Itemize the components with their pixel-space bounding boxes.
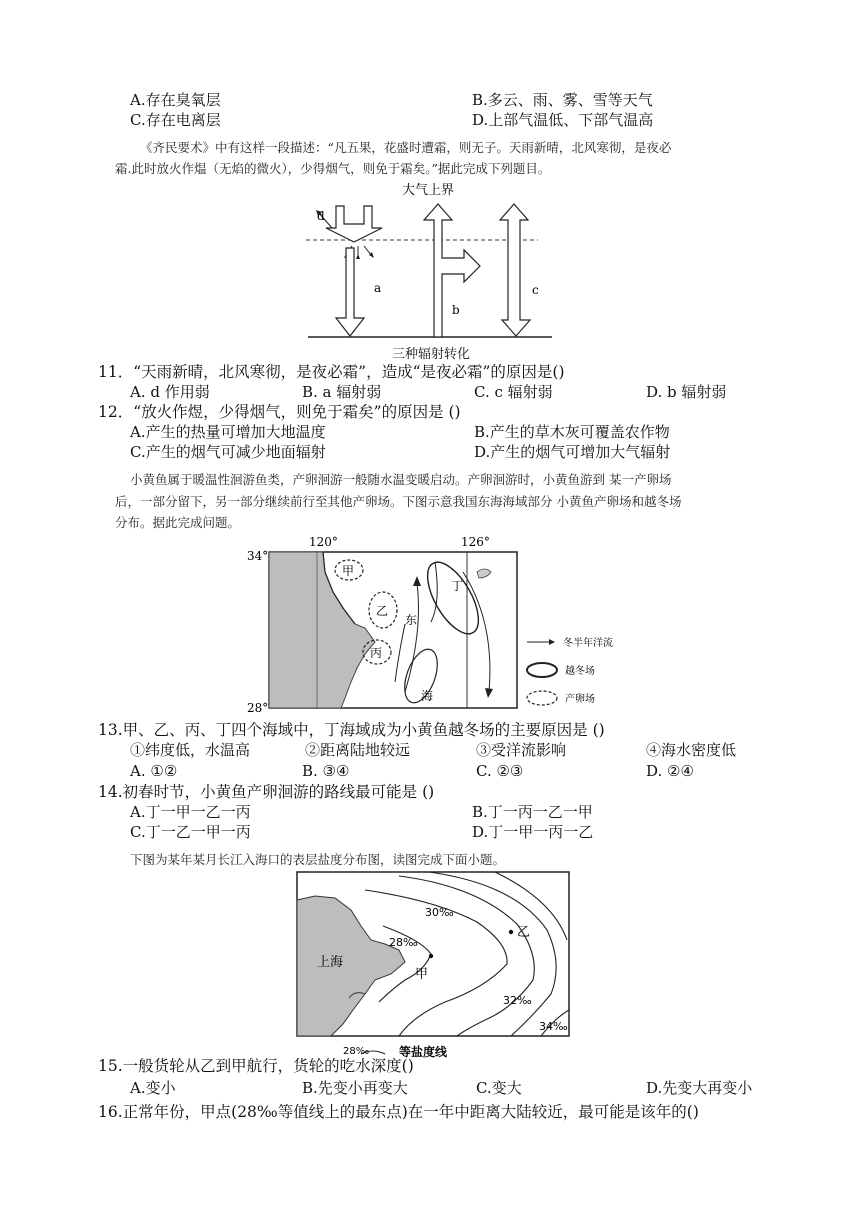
salinity-map: [295, 870, 575, 1060]
q16-stem: 16.正常年份，甲点(28‰等值线上的最东点)在一年中距离大陆较近，最可能是该年的(): [98, 1103, 699, 1121]
q13-statement-4: ④海水密度低: [646, 741, 737, 759]
q12-option-b: B.产生的草木灰可覆盖农作物: [474, 423, 670, 441]
q14-option-b: B.丁一丙一乙一甲: [472, 803, 593, 821]
label-c: c: [532, 283, 539, 297]
q10-option-d: D.上部气温低、下部气温高: [472, 111, 654, 129]
area-bing-label: 丙: [370, 646, 383, 660]
lat-28-label: 28°: [247, 701, 269, 715]
q13-option-d: D. ②④: [646, 762, 694, 780]
label-b: b: [452, 303, 460, 317]
q11-option-a: A. d 作用弱: [130, 383, 210, 401]
lat-34-label: 34°: [247, 549, 269, 563]
passage2-line1: 小黄鱼属于暖温性洄游鱼类，产卵洄游一般随水温变暖启动。产卵洄游时，小黄鱼游到 某一产卵场: [130, 472, 672, 487]
q13-option-a: A. ①②: [130, 762, 178, 780]
lon-126-label: 126°: [461, 535, 490, 549]
q15-stem: 15.一般货轮从乙到甲航行，货轮的吃水深度(): [98, 1057, 414, 1075]
label-a: a: [374, 281, 382, 295]
isohaline-34-label: 34‰: [539, 1020, 568, 1033]
q10-option-c: C.存在电离层: [130, 111, 221, 129]
q12-option-a: A.产生的热量可增加大地温度: [130, 423, 326, 441]
lon-120-label: 120°: [309, 535, 338, 549]
passage2-line2: 后，一部分留下，另一部分继续前行至其他产卵场。下图示意我国东海海域部分 小黄鱼产卵场和越冬场: [115, 494, 682, 509]
sea-hai-label: 海: [421, 689, 434, 703]
q11-option-b: B. a 辐射弱: [302, 383, 382, 401]
q14-option-c: C.丁一乙一甲一丙: [130, 823, 251, 841]
q15-option-c: C.变大: [476, 1079, 522, 1097]
q14-stem: 14.初春时节，小黄鱼产卵洄游的路线最可能是 (): [98, 783, 435, 801]
point-yi-label: 乙: [517, 925, 531, 940]
legend-isohaline-text: 等盐度线: [399, 1045, 448, 1059]
label-d: d: [317, 209, 325, 223]
q15-option-a: A.变小: [130, 1079, 176, 1097]
east-china-sea-map: [245, 532, 640, 717]
q13-option-c: C. ②③: [476, 762, 524, 780]
legend-current-label: 冬半年洋流: [563, 638, 613, 649]
q11-option-d: D. b 辐射弱: [646, 383, 727, 401]
passage2-line3: 分布。据此完成问题。: [115, 515, 241, 530]
legend-isohaline-value: 28‰: [343, 1046, 370, 1057]
q11-stem: 11．“天雨新晴，北风寒彻，是夜必霜”，造成“是夜必霜”的原因是(): [98, 363, 565, 381]
q14-option-d: D.丁一甲一丙一乙: [472, 823, 594, 841]
q10-option-a: A.存在臭氧层: [130, 91, 221, 109]
q12-option-d: D.产生的烟气可增加大气辐射: [474, 443, 671, 461]
passage1-line1: 《齐民要术》中有这样一段描述：“凡五果，花盛时遭霜，则无子。天雨新晴，北风寒彻，是夜必: [140, 140, 672, 155]
atmosphere-top-label: 大气上界: [402, 183, 455, 198]
isohaline-30-label: 30‰: [425, 906, 454, 919]
passage1-line2: 霜.此时放火作煴（无焰的微火），少得烟气，则免于霜矣。”据此完成下列题目。: [115, 161, 551, 176]
legend-spawn-label: 产卵场: [565, 694, 595, 705]
isohaline-28-label: 28‰: [389, 936, 418, 949]
area-yi-label: 乙: [376, 604, 389, 618]
shanghai-label: 上海: [317, 955, 344, 970]
isohaline-32-label: 32‰: [503, 994, 532, 1007]
legend-winter-label: 越冬场: [565, 666, 595, 677]
area-ding-label: 丁: [451, 579, 464, 593]
area-jia-label: 甲: [342, 564, 355, 578]
q13-stem: 13.甲、乙、丙、丁四个海域中，丁海域成为小黄鱼越冬场的主要原因是 (): [98, 721, 605, 739]
q13-statement-3: ③受洋流影响: [476, 741, 567, 759]
sea-dong-label: 东: [405, 613, 418, 627]
q14-option-a: A.丁一甲一乙一丙: [130, 803, 251, 821]
fig1-caption: 三种辐射转化: [392, 346, 471, 361]
q15-option-d: D.先变大再变小: [646, 1079, 753, 1097]
q12-stem: 12．“放火作煜，少得烟气，则免于霜矣”的原因是 (): [98, 403, 461, 421]
passage3-line1: 下图为某年某月长江入海口的表层盐度分布图，读图完成下面小题。: [130, 852, 506, 867]
point-jia-label: 甲: [415, 967, 429, 982]
q11-option-c: C. c 辐射弱: [474, 383, 553, 401]
radiation-diagram: [300, 180, 560, 365]
q13-statement-2: ②距离陆地较远: [305, 741, 411, 759]
q10-option-b: B.多云、雨、雾、雪等天气: [472, 91, 653, 109]
q13-statement-1: ①纬度低，水温高: [130, 741, 251, 759]
q15-option-b: B.先变小再变大: [302, 1079, 408, 1097]
q13-option-b: B. ③④: [302, 762, 350, 780]
q12-option-c: C.产生的烟气可减少地面辐射: [130, 443, 326, 461]
